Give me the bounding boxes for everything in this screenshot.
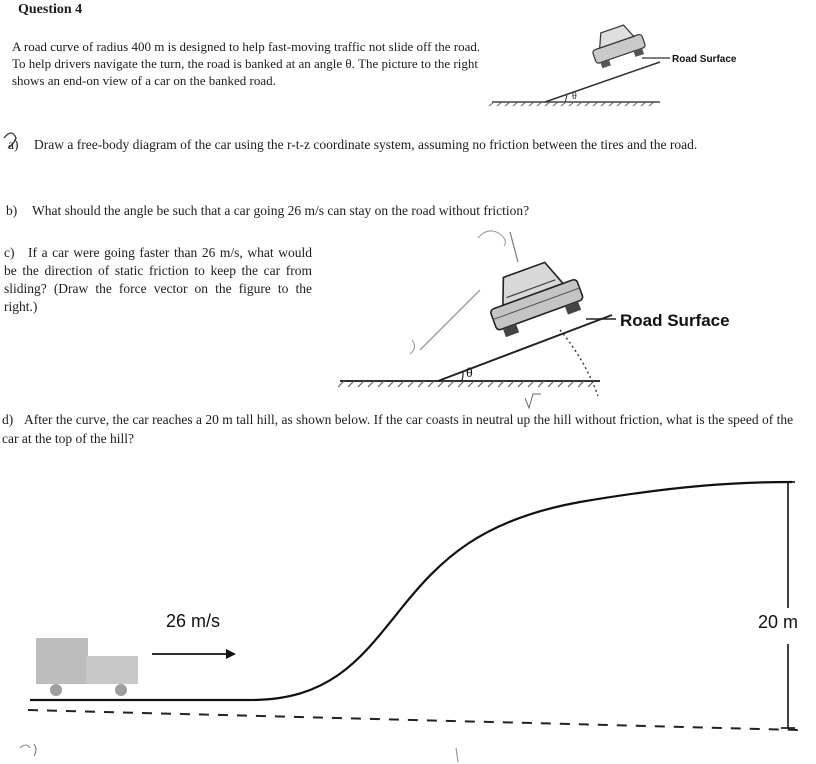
top-road-figure xyxy=(489,21,737,106)
truck xyxy=(36,638,138,696)
mid-car xyxy=(481,254,587,339)
mid-sketch-mark xyxy=(410,340,415,354)
top-angle-label: θ xyxy=(572,91,577,102)
truck-cargo xyxy=(36,638,88,684)
speed-arrow-head xyxy=(226,649,236,659)
mid-angle-label: θ xyxy=(466,366,473,381)
mid-road-figure xyxy=(338,231,730,408)
intro-paragraph: A road curve of radius 400 m is designed to help fast-moving traffic not slide off the road. To help drivers navigate the turn, the road is banked at an angle θ. The picture to the right shows an end-on view of a car on the banked road. xyxy=(12,39,481,88)
truck-front-wheel xyxy=(115,684,127,696)
top-road-label: Road Surface xyxy=(672,54,737,65)
mid-road-label: Road Surface xyxy=(620,311,730,330)
part-c-text: If a car were going faster than 26 m/s, what would be the direction of static friction to keep the car from sliding? (Draw the force vector on the figure to the right.) xyxy=(4,245,312,314)
mid-road-surface xyxy=(438,315,612,381)
mid-angle-arc xyxy=(462,372,463,381)
handwritten-a-mark xyxy=(4,133,16,148)
hill-dashed-baseline xyxy=(28,710,800,730)
question-heading: Question 4 xyxy=(18,2,83,17)
mid-sketch-friction xyxy=(420,290,480,350)
part-b-text: What should the angle be such that a car going 26 m/s can stay on the road without friction? xyxy=(32,203,530,218)
speed-label: 26 m/s xyxy=(166,611,221,631)
part-b-letter: b) xyxy=(6,203,18,218)
part-c-letter: c) xyxy=(4,245,15,260)
hill-profile xyxy=(30,482,792,700)
height-label: 20 m xyxy=(758,612,799,632)
part-d-text: After the curve, the car reaches a 20 m tall hill, as shown below. If the car coasts in neutral up the hill without friction, what is the speed of the car at the top of the hill? xyxy=(2,412,794,446)
part-a-letter: a) xyxy=(8,137,19,152)
truck-rear-wheel xyxy=(50,684,62,696)
hill-figure xyxy=(28,482,800,730)
part-a-text: Draw a free-body diagram of the car using the r-t-z coordinate system, assuming no friction between the tires and the road. xyxy=(34,137,698,152)
mid-sketch-scribble xyxy=(478,231,505,246)
part-d-letter: d) xyxy=(2,412,14,427)
handwritten-bottom-tick xyxy=(456,748,458,762)
top-car xyxy=(588,21,648,70)
mid-sketch-root xyxy=(525,394,541,408)
handwritten-bottom-mark xyxy=(20,744,36,756)
mid-sketch-normal xyxy=(510,232,518,262)
truck-cab xyxy=(86,656,138,684)
